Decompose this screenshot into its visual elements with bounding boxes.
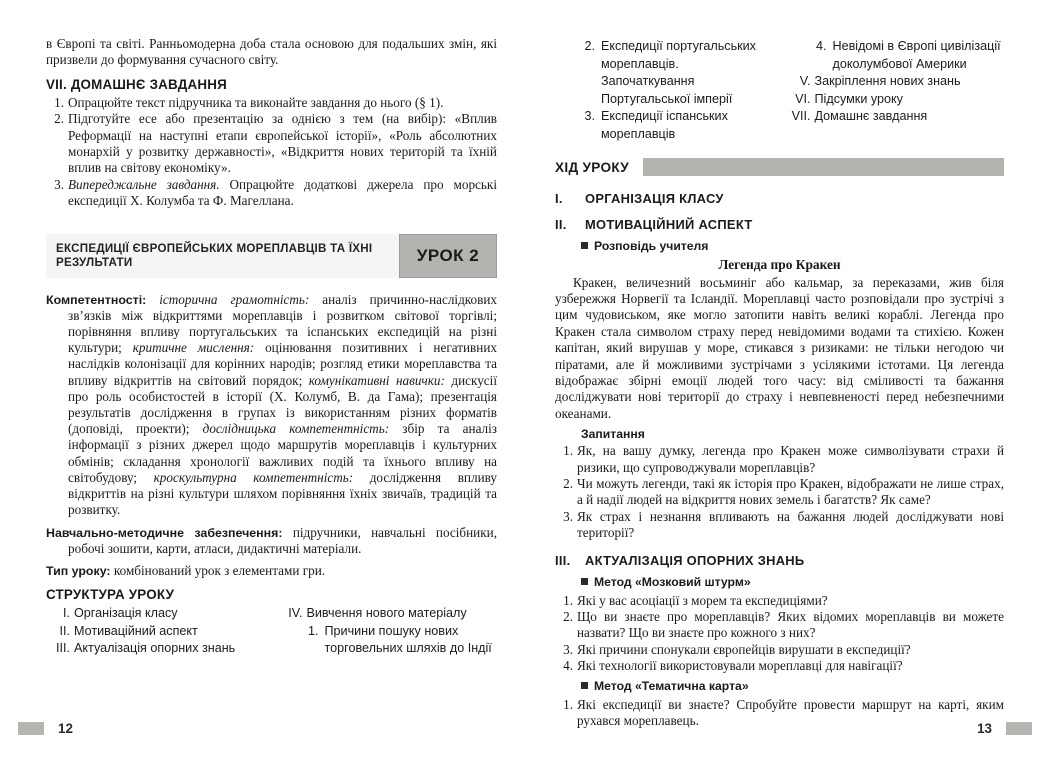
structure-column-left bbox=[46, 605, 265, 658]
item-numeral: I. bbox=[63, 606, 70, 621]
section-numeral: I. bbox=[555, 190, 563, 206]
right-page-footer bbox=[525, 718, 1050, 738]
brainstorm-question bbox=[555, 642, 1004, 658]
item-text: Підсумки уроку bbox=[814, 91, 903, 106]
structure-continued-column-left bbox=[555, 38, 773, 144]
section-numeral: III. bbox=[555, 552, 571, 568]
lesson-flow-label: ХІД УРОКУ bbox=[555, 159, 630, 175]
structure-item bbox=[46, 640, 265, 658]
homework-item bbox=[46, 177, 497, 210]
list-text: Які експедиції ви знаєте? Спробуйте провести маршрут на карті, яким рухався мореплавець. bbox=[577, 696, 1004, 729]
item-text: Закріплення нових знань bbox=[814, 74, 961, 89]
competency-term: кроскультурна компетентність: bbox=[153, 469, 354, 485]
structure-item bbox=[46, 605, 265, 623]
list-text: Чи можуть легенди, такі як історія про Кракен, відображати не лише страх, а й надії людей на відкриття нових земель і багатств? Як саме? bbox=[577, 476, 1004, 508]
structure-columns-continued bbox=[555, 38, 1004, 144]
materials-text: підручники, навчальні посібники, робочі зошити, карти, атласи, дидактичні матеріали. bbox=[68, 524, 498, 556]
competency-term: критичне мислення: bbox=[132, 340, 255, 356]
footer-decoration-bar bbox=[18, 722, 44, 735]
footer-decoration-bar bbox=[1006, 722, 1032, 735]
method-thematic-map-label: Метод «Тематична карта» bbox=[594, 678, 749, 693]
list-text: Як, на вашу думку, легенда про Кракен може символізувати страхи й ризики, що супроводжували мореплавців? bbox=[577, 443, 1004, 475]
brainstorm-question bbox=[555, 593, 1004, 609]
questions-label: Запитання bbox=[581, 427, 645, 442]
structure-subitem bbox=[279, 623, 498, 658]
lesson-number-badge: УРОК 2 bbox=[399, 234, 497, 278]
item-text: Невідомі в Європі цивілізації доколумбової Америки bbox=[832, 39, 1001, 71]
structure-continued-column-right bbox=[787, 38, 1005, 144]
competency-desc: аналіз причинно-наслідкових зв’язків між відкриттями мореплавців і розвитком світової торгівлі; порівняння впливу португальських та іспанських експедицій на різні культури; bbox=[68, 291, 498, 356]
question-item bbox=[555, 476, 1004, 509]
lesson-flow-rule-bar bbox=[643, 158, 1004, 176]
list-text: Підготуйте есе або презентацію за однією з тем (на вибір): «Вплив Реформації на наступні етапи європейської історії», «Роль абсолютних монархій у розвитку державності», «Відкриття нових територій та їхній вплив на світову економіку». bbox=[68, 111, 497, 176]
item-numeral: V. bbox=[799, 74, 811, 89]
continued-paragraph: в Європі та світі. Ранньомодерна доба стала основою для подальших змін, які призвели до формування сучасного світу. bbox=[46, 36, 497, 68]
structure-subitem bbox=[555, 38, 773, 108]
bullet-square-icon bbox=[581, 242, 588, 249]
brainstorm-question bbox=[555, 609, 1004, 642]
structure-subitem bbox=[555, 108, 773, 143]
list-text: Які у вас асоціації з морем та експедиціями? bbox=[577, 592, 828, 608]
materials-label: Навчально-методичне забезпечення: bbox=[46, 525, 283, 540]
structure-columns bbox=[46, 605, 497, 658]
method-thematic-map-label-row bbox=[581, 679, 1004, 693]
structure-item bbox=[787, 73, 1005, 91]
list-number: 1. bbox=[54, 94, 64, 110]
right-page bbox=[525, 0, 1050, 760]
list-number: 1. bbox=[563, 696, 573, 712]
item-text: Експедиції іспанських мореплавців bbox=[601, 109, 728, 141]
method-brainstorm-list bbox=[555, 593, 1004, 675]
section-title: АКТУАЛІЗАЦІЯ ОПОРНИХ ЗНАНЬ bbox=[585, 552, 805, 568]
section-heading-organization bbox=[555, 191, 1004, 206]
lesson-title: ЕКСПЕДИЦІЇ ЄВРОПЕЙСЬКИХ МОРЕПЛАВЦІВ ТА ЇХНІ РЕЗУЛЬТАТИ bbox=[46, 234, 399, 278]
section-heading-motivation bbox=[555, 217, 1004, 232]
competency-desc: оцінювання позитивних і негативних наслідків колонізації для корінних народів; розгляд етики мореплавства та впливу відкриттів на світовий порядок; bbox=[68, 340, 497, 388]
lesson-type-text: комбінований урок з елементами гри. bbox=[110, 562, 326, 578]
list-lead: Випереджальне завдання. bbox=[68, 176, 220, 192]
homework-item bbox=[46, 95, 497, 111]
questions-list bbox=[555, 443, 1004, 541]
section-heading-actualization bbox=[555, 553, 1004, 568]
list-number: 4. bbox=[563, 658, 573, 674]
item-text: Актуалізація опорних знань bbox=[74, 641, 236, 656]
bullet-square-icon bbox=[581, 682, 588, 689]
section-numeral: II. bbox=[555, 216, 567, 232]
list-number: 1. bbox=[563, 443, 573, 459]
competencies-label: Компетентності: bbox=[46, 292, 147, 307]
item-numeral: VI. bbox=[795, 91, 811, 106]
item-text: Експедиції португальських мореплавців. Започаткування Португальської імперії bbox=[601, 39, 756, 106]
homework-item bbox=[46, 111, 497, 177]
structure-heading: СТРУКТУРА УРОКУ bbox=[46, 587, 175, 603]
list-number: 3. bbox=[563, 508, 573, 524]
item-numeral: III. bbox=[56, 641, 70, 656]
structure-item bbox=[46, 623, 265, 641]
competency-desc: збір та аналіз інформації з різних джерел щодо маршрутів мореплавців і культурних обмінів; складання хронології важливих подій та їхнього впливу на світобудову; bbox=[68, 421, 497, 485]
item-text: Вивчення нового матеріалу bbox=[306, 606, 467, 621]
homework-list bbox=[46, 95, 497, 210]
homework-heading: VII. ДОМАШНЄ ЗАВДАННЯ bbox=[46, 76, 227, 92]
legend-title: Легенда про Кракен bbox=[718, 256, 841, 272]
teacher-story-label-row bbox=[581, 239, 1004, 253]
item-numeral: 1. bbox=[307, 623, 319, 638]
item-text: Домашнє завдання bbox=[814, 109, 928, 124]
competency-term: історична грамотність: bbox=[159, 291, 310, 307]
structure-subitem bbox=[787, 38, 1005, 73]
item-numeral: VII. bbox=[791, 109, 811, 124]
list-number: 3. bbox=[563, 641, 573, 657]
item-numeral: IV. bbox=[288, 606, 303, 621]
item-numeral: II. bbox=[59, 623, 70, 638]
competency-desc: дослідження впливу відкриттів на різні культури шляхом порівняння їхніх звичаїв, традицій та розвитку. bbox=[68, 469, 497, 518]
competency-desc: дискусії про роль особистостей в історії (Х. Колумб, В. да Гама); презентація результатів дослідження в групах із використанням різних форматів (доповіді, проекти); bbox=[68, 372, 497, 437]
structure-item bbox=[787, 108, 1005, 126]
method-brainstorm-label: Метод «Мозковий штурм» bbox=[594, 574, 751, 589]
list-text: Що ви знаєте про мореплавців? Яких відомих мореплавців ви можете назвати? Що ви знаєте про кожного з них? bbox=[577, 609, 1004, 641]
item-text: Причини пошуку нових торговельних шляхів до Індії bbox=[324, 623, 492, 656]
lesson-type-paragraph bbox=[46, 563, 497, 579]
item-numeral: 2. bbox=[584, 39, 595, 53]
question-item bbox=[555, 443, 1004, 476]
teacher-story-label: Розповідь учителя bbox=[594, 238, 709, 253]
competencies-paragraph bbox=[46, 292, 497, 519]
list-text: Опрацюйте текст підручника та виконайте завдання до нього (§ 1). bbox=[68, 94, 444, 110]
item-numeral: 3. bbox=[584, 109, 595, 124]
legend-text: Кракен, величезний восьминіг або кальмар, за переказами, жив біля узбережжя Норвегії та Ісландії. Мореплавці часто розповідали про зустрічі з цим чудовиськом, яке могло затопити навіть великі кораблі. Легенда про Кракен стала символом страху перед невідомими водами та стихією. Кожен капітан, який вирушав у море, стикався з ризиками: не тільки негодою чи піратами, але й можливими зустрічами з усілякими істотами. Ця легенда відображає збірні емоції людей того часу: від сміливості та бажання досліджувати нові території до страху і невпевненості перед небезпечними океанами. bbox=[555, 274, 1004, 421]
lesson-banner bbox=[46, 234, 497, 278]
item-numeral: 4. bbox=[815, 39, 827, 53]
bullet-square-icon bbox=[581, 578, 588, 585]
section-title: ОРГАНІЗАЦІЯ КЛАСУ bbox=[585, 190, 724, 206]
list-text: Опрацюйте додаткові джерела про морські експедиції Х. Колумба та Ф. Магеллана. bbox=[68, 176, 497, 209]
section-title: МОТИВАЦІЙНИЙ АСПЕКТ bbox=[585, 216, 753, 232]
list-text: Як страх і незнання впливають на бажання людей досліджувати нові території? bbox=[577, 508, 1004, 541]
item-text: Організація класу bbox=[74, 606, 178, 621]
left-page-footer bbox=[0, 718, 525, 738]
page-number: 13 bbox=[977, 720, 992, 736]
structure-item bbox=[279, 605, 498, 623]
list-text: Які технології використовували мореплавці для навігації? bbox=[577, 658, 903, 674]
structure-column-right bbox=[279, 605, 498, 658]
lesson-flow-header bbox=[555, 158, 1004, 177]
competency-term: комунікативні навички: bbox=[308, 372, 445, 388]
brainstorm-question bbox=[555, 658, 1004, 674]
item-text: Мотиваційний аспект bbox=[74, 623, 198, 638]
list-text: Які причини спонукали європейців вирушати в експедиції? bbox=[577, 641, 911, 657]
materials-paragraph bbox=[46, 525, 497, 557]
list-number: 3. bbox=[54, 176, 64, 192]
lesson-type-label: Тип уроку: bbox=[46, 563, 111, 578]
list-number: 2. bbox=[563, 609, 573, 625]
list-number: 2. bbox=[54, 111, 64, 127]
structure-item bbox=[787, 91, 1005, 109]
competency-term: дослідницька компетентність: bbox=[202, 421, 390, 437]
method-brainstorm-label-row bbox=[581, 575, 1004, 589]
question-item bbox=[555, 509, 1004, 542]
list-number: 2. bbox=[563, 476, 573, 492]
list-number: 1. bbox=[563, 592, 573, 608]
page-number: 12 bbox=[58, 720, 73, 736]
